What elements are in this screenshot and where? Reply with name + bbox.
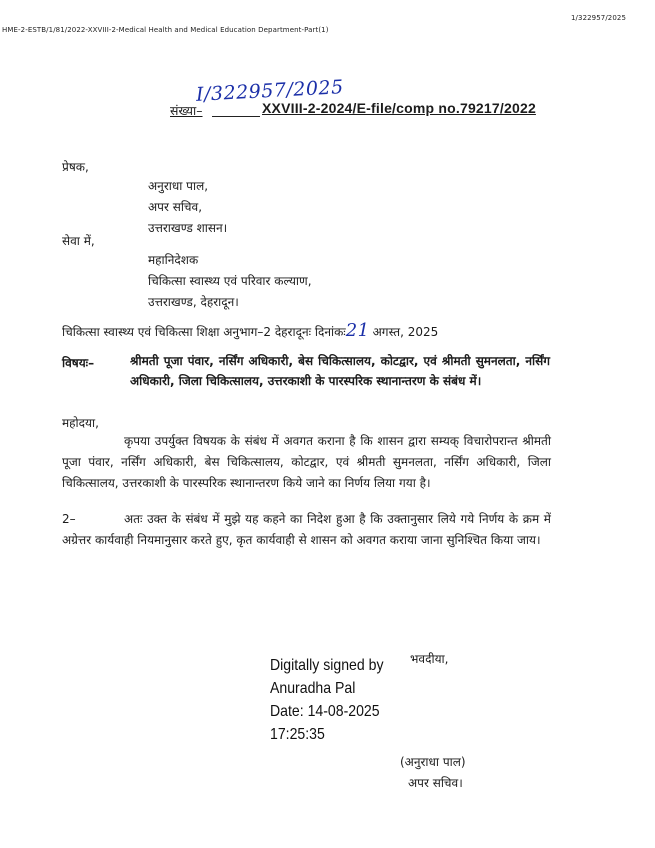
signatory-name: (अनुराधा पाल) <box>400 755 466 769</box>
section-and-place: चिकित्सा स्वास्थ्य एवं चिकित्सा शिक्षा अनुभाग–2 देहरादूनः दिनांकः <box>62 325 346 339</box>
recipient-heading: सेवा में, <box>62 234 95 248</box>
paragraph-2-number: 2– <box>62 512 76 526</box>
signatory-designation: अपर सचिव। <box>408 776 463 790</box>
reference-label: संख्या– <box>170 103 203 118</box>
recipient-department: चिकित्सा स्वास्थ्य एवं परिवार कल्याण, <box>148 274 312 288</box>
valediction: भवदीया, <box>410 652 449 666</box>
handwritten-document-number: I/322957/2025 <box>195 76 345 106</box>
paragraph-2-text: अतः उक्त के संबंध में मुझे यह कहने का निदेश हुआ है कि उक्तानुसार लिये गये निर्णय के क्रम में अग्रेत्तर कार्यवाही नियमानुसार करते हुए, कृत कार्यवाही से शासन को अवगत कराया जाना सुनिश्चित किया जाय। <box>62 512 551 547</box>
reference-number: XXVIII-2-2024/E-file/comp no.79217/2022 <box>262 100 536 116</box>
salutation: महोदया, <box>62 416 99 430</box>
recipient-block <box>148 250 312 313</box>
document-number-header: 1/322957/2025 <box>571 14 627 22</box>
subject-label: विषयः– <box>62 356 95 370</box>
section-date-line <box>62 320 438 341</box>
sender-heading: प्रेषक, <box>62 160 89 174</box>
paragraph-2 <box>62 509 551 551</box>
sender-designation: अपर सचिव, <box>148 200 203 214</box>
recipient-title: महानिदेशक <box>148 253 199 267</box>
handwritten-day: 21 <box>345 320 370 341</box>
sender-name: अनुराधा पाल, <box>148 179 209 193</box>
digital-signature-date: Date: 14-08-2025 <box>270 703 380 720</box>
sender-office: उत्तराखण्ड शासन। <box>148 221 228 235</box>
recipient-location: उत्तराखण्ड, देहरादून। <box>148 295 239 309</box>
digital-signature-block <box>270 654 383 746</box>
digital-signature-name: Anuradha Pal <box>270 680 356 697</box>
digital-signature-line-1: Digitally signed by <box>270 657 384 674</box>
sender-block <box>148 176 227 239</box>
signatory-block <box>400 752 466 794</box>
subject-text: श्रीमती पूजा पंवार, नर्सिंग अधिकारी, बेस चिकित्सालय, कोटद्वार, एवं श्रीमती सुमनलता, नर्सिंग अधिकारी, जिला चिकित्सालय, उत्तरकाशी के पारस्परिक स्थानान्तरण के संबंध में। <box>130 354 550 388</box>
paragraph-1: कृपया उपर्युक्त विषयक के संबंध में अवगत कराना है कि शासन द्वारा सम्यक् विचारोपरान्त श्रीमती पूजा पंवार, नर्सिंग अधिकारी, बेस चिकित्सालय, कोटद्वार, एवं श्रीमती सुमनलता, नर्सिंग अधिकारी, जिला चिकित्सालय, उत्तरकाशी के पारस्परिक स्थानान्तरण किये जाने का निर्णय लिया गया है। <box>62 434 551 490</box>
file-reference-header: HME-2-ESTB/1/81/2022-XXVIII-2-Medical Health and Medical Education Department-Part(1) <box>2 26 329 34</box>
date-month-year: अगस्त, 2025 <box>372 325 439 339</box>
reference-underline <box>212 116 260 117</box>
digital-signature-time: 17:25:35 <box>270 726 325 743</box>
